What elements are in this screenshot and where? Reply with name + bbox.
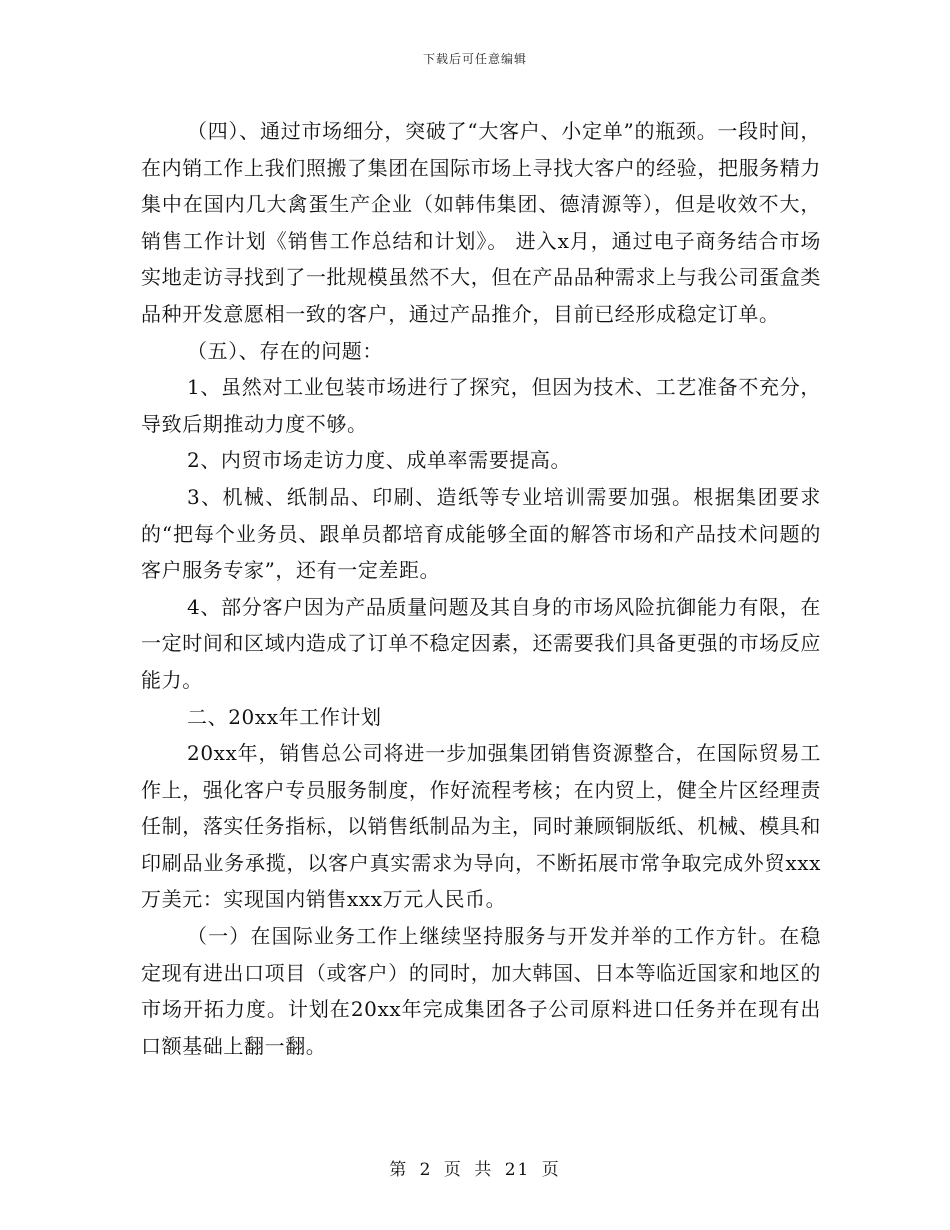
section-heading-work-plan: 二、20xx年工作计划	[187, 704, 382, 729]
paragraph-problem-2: 2、内贸市场走访力度、成单率需要提高。	[187, 448, 572, 473]
page-number-footer: 第 2 页 共 21 页	[389, 1160, 561, 1180]
paragraph-plan-international: （一）在国际业务工作上继续坚持服务与开发并举的工作方针。在稳定现有进出口项目（或客户）的同时，加大韩国、日本等临近国家和地区的市场开拓力度。计划在20xx年完成集团各子公司原料进口任务并在现有出口额基础上翻一翻。	[141, 924, 821, 1058]
paragraph-problem-3: 3、机械、纸制品、印刷、造纸等专业培训需要加强。根据集团要求的“把每个业务员、跟单员都培育成能够全面的解答市场和产品技术问题的客户服务专家”，还有一定差距。	[141, 484, 821, 583]
paragraph-section-five-heading: （五）、存在的问题：	[187, 338, 383, 363]
paragraph-problem-1: 1、虽然对工业包装市场进行了探究，但因为技术、工艺准备不充分，导致后期推动力度不够。	[141, 375, 821, 436]
page-header-note: 下载后可任意编辑	[422, 52, 527, 66]
paragraph-problem-4: 4、部分客户因为产品质量问题及其自身的市场风险抗御能力有限，在一定时间和区域内造成了订单不稳定因素，还需要我们具备更强的市场反应能力。	[141, 594, 821, 692]
paragraph-plan-overview: 20xx年，销售总公司将进一步加强集团销售资源整合，在国际贸易工作上，强化客户专员服务制度，作好流程考核；在内贸上，健全片区经理责任制，落实任务指标，以销售纸制品为主，同时兼顾铜版纸、机械、模具和印刷品业务承揽，以客户真实需求为导向，不断拓展市常争取完成外贸xxx万美元：实现国内销售xxx万元人民币。	[141, 741, 821, 912]
document-body	[141, 113, 821, 1064]
paragraph-section-four: （四）、通过市场细分，突破了“大客户、小定单”的瓶颈。一段时间，在内销工作上我们照搬了集团在国际市场上寻找大客户的经验，把服务精力集中在国内几大禽蛋生产企业（如韩伟集团、德清源等），但是收效不大，销售工作计划《销售工作总结和计划》。 进入x月，通过电子商务结合市场实地走访寻找到了一批规模虽然不大，但在产品品种需求上与我公司蛋盒类品种开发意愿相一致的客户，通过产品推介，目前已经形成稳定订单。	[141, 119, 821, 326]
